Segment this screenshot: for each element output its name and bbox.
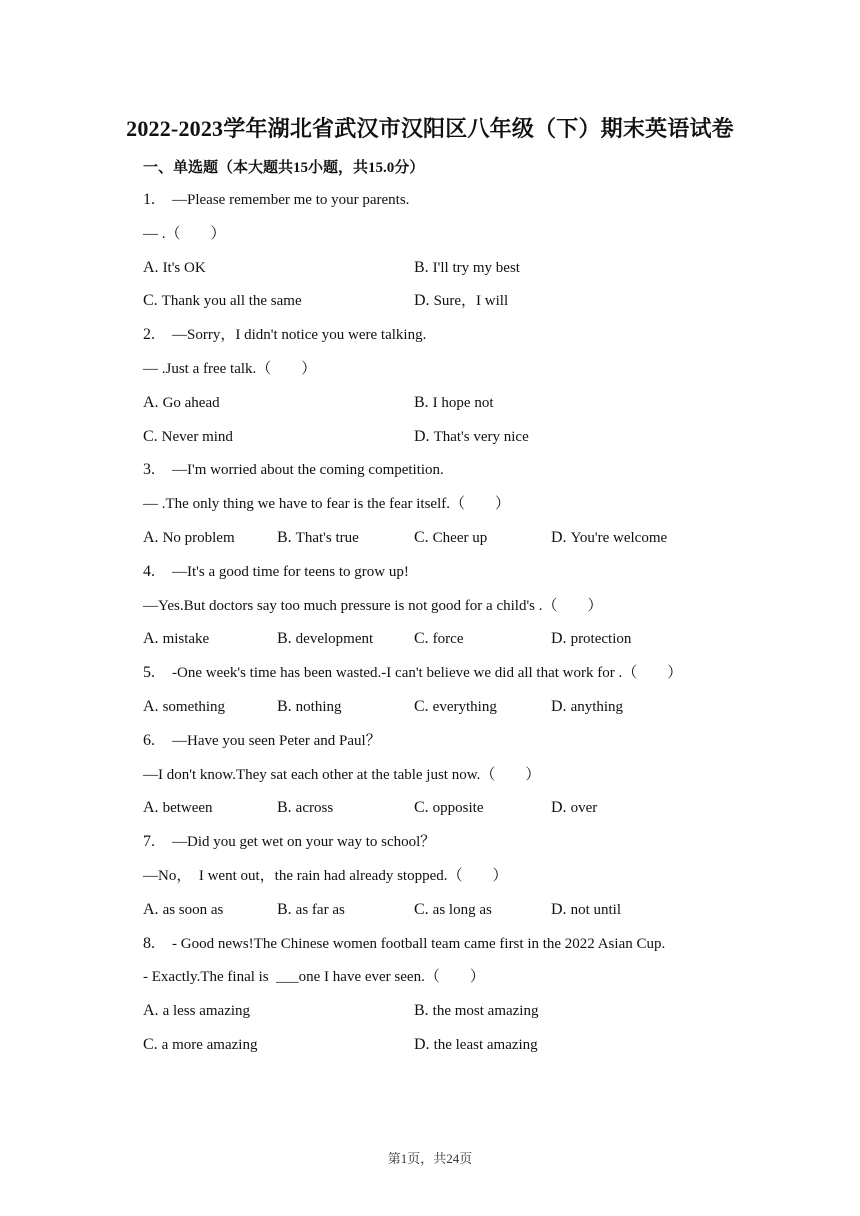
question-stem: [143, 460, 444, 480]
option-letter: D.: [551, 900, 567, 918]
option-text: the most amazing: [432, 1003, 539, 1020]
option-text: not until: [570, 901, 621, 918]
option-text: That's very nice: [433, 428, 529, 445]
answer-option: [277, 697, 342, 717]
option-text: Go ahead: [162, 394, 220, 411]
option-text: That's true: [295, 530, 359, 546]
option-letter: A.: [143, 258, 159, 276]
question-text: —It's a good time for teens to grow up!: [172, 563, 409, 580]
option-letter: C.: [143, 427, 158, 445]
option-text: development: [295, 631, 374, 648]
question-text: — .Just a free talk.（ ）: [143, 361, 317, 377]
answer-option: [277, 900, 345, 920]
option-letter: B.: [414, 1002, 429, 1020]
option-text: between: [162, 800, 213, 817]
option-letter: C.: [143, 292, 158, 310]
option-letter: C.: [414, 630, 429, 648]
question-number: 3.: [143, 461, 155, 479]
option-letter: D.: [414, 292, 430, 310]
question-text: — .The only thing we have to fear is the fear itself.（ ）: [143, 496, 510, 513]
answer-option: [551, 697, 623, 717]
question-text: —Yes.But doctors say too much pressure is not good for a child's .（ ）: [143, 597, 603, 614]
question-text: —Sorry，I didn't notice you were talking.: [172, 327, 427, 344]
answer-option: [414, 629, 463, 649]
option-letter: C.: [414, 799, 429, 817]
answer-option: [143, 291, 302, 311]
option-letter: D.: [414, 427, 430, 445]
question-stem: [143, 934, 665, 954]
option-text: Never mind: [161, 428, 233, 445]
option-letter: B.: [277, 630, 292, 648]
option-text: No problem: [162, 530, 235, 546]
question-text: —No， I went out，the rain had already stopped.（ ）: [143, 868, 508, 884]
question-text: —I don't know.They sat each other at the table just now.（ ）: [143, 766, 541, 783]
section-heading: 一、单选题（本大题共15小题，共15.0分）: [143, 160, 425, 176]
option-text: as soon as: [162, 901, 224, 918]
answer-option: [551, 528, 667, 548]
answer-option: [414, 258, 520, 278]
option-letter: D.: [551, 630, 567, 648]
question-line: [143, 967, 485, 987]
question-number: 6.: [143, 731, 155, 749]
option-letter: A.: [143, 1002, 159, 1020]
question-text: —I'm worried about the coming competition.: [172, 462, 444, 479]
question-number: 1.: [143, 191, 155, 208]
answer-option: [414, 1001, 538, 1021]
option-text: Thank you all the same: [161, 293, 302, 310]
answer-option: [551, 629, 631, 649]
option-text: across: [295, 800, 334, 817]
answer-option: [414, 1035, 538, 1055]
answer-option: [143, 528, 235, 548]
option-text: I hope not: [432, 394, 494, 411]
answer-option: [414, 900, 492, 920]
answer-option: [277, 798, 333, 818]
option-letter: C.: [414, 698, 429, 715]
option-letter: B.: [414, 258, 429, 276]
answer-option: [414, 427, 529, 447]
option-text: anything: [570, 699, 624, 715]
option-text: force: [432, 631, 464, 648]
option-text: opposite: [432, 800, 484, 817]
answer-option: [551, 900, 621, 920]
answer-option: [277, 528, 359, 548]
option-letter: A.: [143, 393, 159, 411]
option-text: the least amazing: [433, 1037, 538, 1053]
question-number: 4.: [143, 562, 155, 580]
question-text: — .（ ）: [143, 225, 226, 242]
option-letter: D.: [414, 1036, 430, 1053]
option-text: It's OK: [162, 259, 206, 276]
question-stem: [143, 325, 426, 345]
question-line: [143, 224, 226, 244]
answer-option: [143, 427, 233, 447]
answer-option: [551, 798, 597, 818]
question-line: [143, 765, 540, 785]
question-stem: [143, 663, 682, 683]
option-text: a less amazing: [162, 1003, 251, 1020]
option-letter: A.: [143, 630, 159, 648]
question-number: 2.: [143, 326, 155, 344]
option-letter: B.: [277, 529, 292, 546]
option-text: You're welcome: [570, 530, 668, 546]
option-text: nothing: [295, 699, 342, 715]
option-letter: A.: [143, 900, 159, 918]
question-text: -One week's time has been wasted.-I can't believe we did all that work for .（ ）: [172, 665, 683, 682]
question-stem: [143, 190, 409, 210]
answer-option: [143, 258, 206, 278]
question-stem: [143, 731, 381, 751]
answer-option: [414, 528, 487, 548]
answer-option: [414, 697, 497, 717]
question-text: - Good news!The Chinese women football team came first in the 2022 Asian Cup.: [172, 935, 666, 952]
option-text: I'll try my best: [432, 259, 520, 276]
answer-option: [143, 798, 213, 818]
option-letter: C.: [414, 900, 429, 918]
question-line: [143, 596, 602, 616]
answer-option: [414, 291, 508, 311]
page-title: 2022-2023学年湖北省武汉市汉阳区八年级（下）期末英语试卷: [126, 116, 734, 141]
option-text: as far as: [295, 901, 345, 918]
option-letter: C.: [143, 1036, 158, 1053]
option-text: Cheer up: [432, 530, 488, 546]
question-stem: [143, 562, 409, 582]
option-text: something: [162, 699, 226, 715]
option-letter: C.: [414, 529, 429, 546]
option-letter: B.: [414, 393, 429, 411]
page-footer: 第1页，共24页: [387, 1151, 473, 1166]
question-number: 8.: [143, 934, 155, 952]
question-text: —Please remember me to your parents.: [172, 192, 410, 208]
option-letter: A.: [143, 698, 159, 715]
answer-option: [143, 393, 220, 413]
option-letter: B.: [277, 698, 292, 715]
answer-option: [143, 629, 209, 649]
question-line: [143, 494, 510, 514]
question-text: —Have you seen Peter and Paul？: [172, 732, 381, 749]
option-text: a more amazing: [161, 1037, 258, 1053]
option-text: as long as: [432, 901, 492, 918]
answer-option: [143, 1001, 250, 1021]
answer-option: [414, 798, 484, 818]
option-text: over: [570, 800, 598, 817]
option-letter: D.: [551, 698, 567, 715]
question-text: —Did you get wet on your way to school？: [172, 834, 436, 851]
answer-option: [143, 697, 225, 717]
option-letter: D.: [551, 529, 567, 546]
option-text: Sure，I will: [433, 293, 509, 310]
option-letter: A.: [143, 799, 159, 817]
question-text: - Exactly.The final is ___one I have ever seen.（ ）: [143, 969, 485, 986]
answer-option: [277, 629, 373, 649]
option-letter: B.: [277, 799, 292, 817]
question-line: [143, 359, 316, 379]
answer-option: [143, 900, 223, 920]
question-stem: [143, 832, 435, 852]
question-line: [143, 866, 508, 886]
answer-option: [143, 1035, 257, 1055]
question-number: 5.: [143, 664, 155, 682]
answer-option: [414, 393, 494, 413]
option-text: protection: [570, 631, 632, 648]
option-letter: B.: [277, 900, 292, 918]
question-number: 7.: [143, 833, 155, 851]
option-text: everything: [432, 699, 497, 715]
option-text: mistake: [162, 631, 210, 648]
option-letter: A.: [143, 529, 159, 546]
option-letter: D.: [551, 799, 567, 817]
